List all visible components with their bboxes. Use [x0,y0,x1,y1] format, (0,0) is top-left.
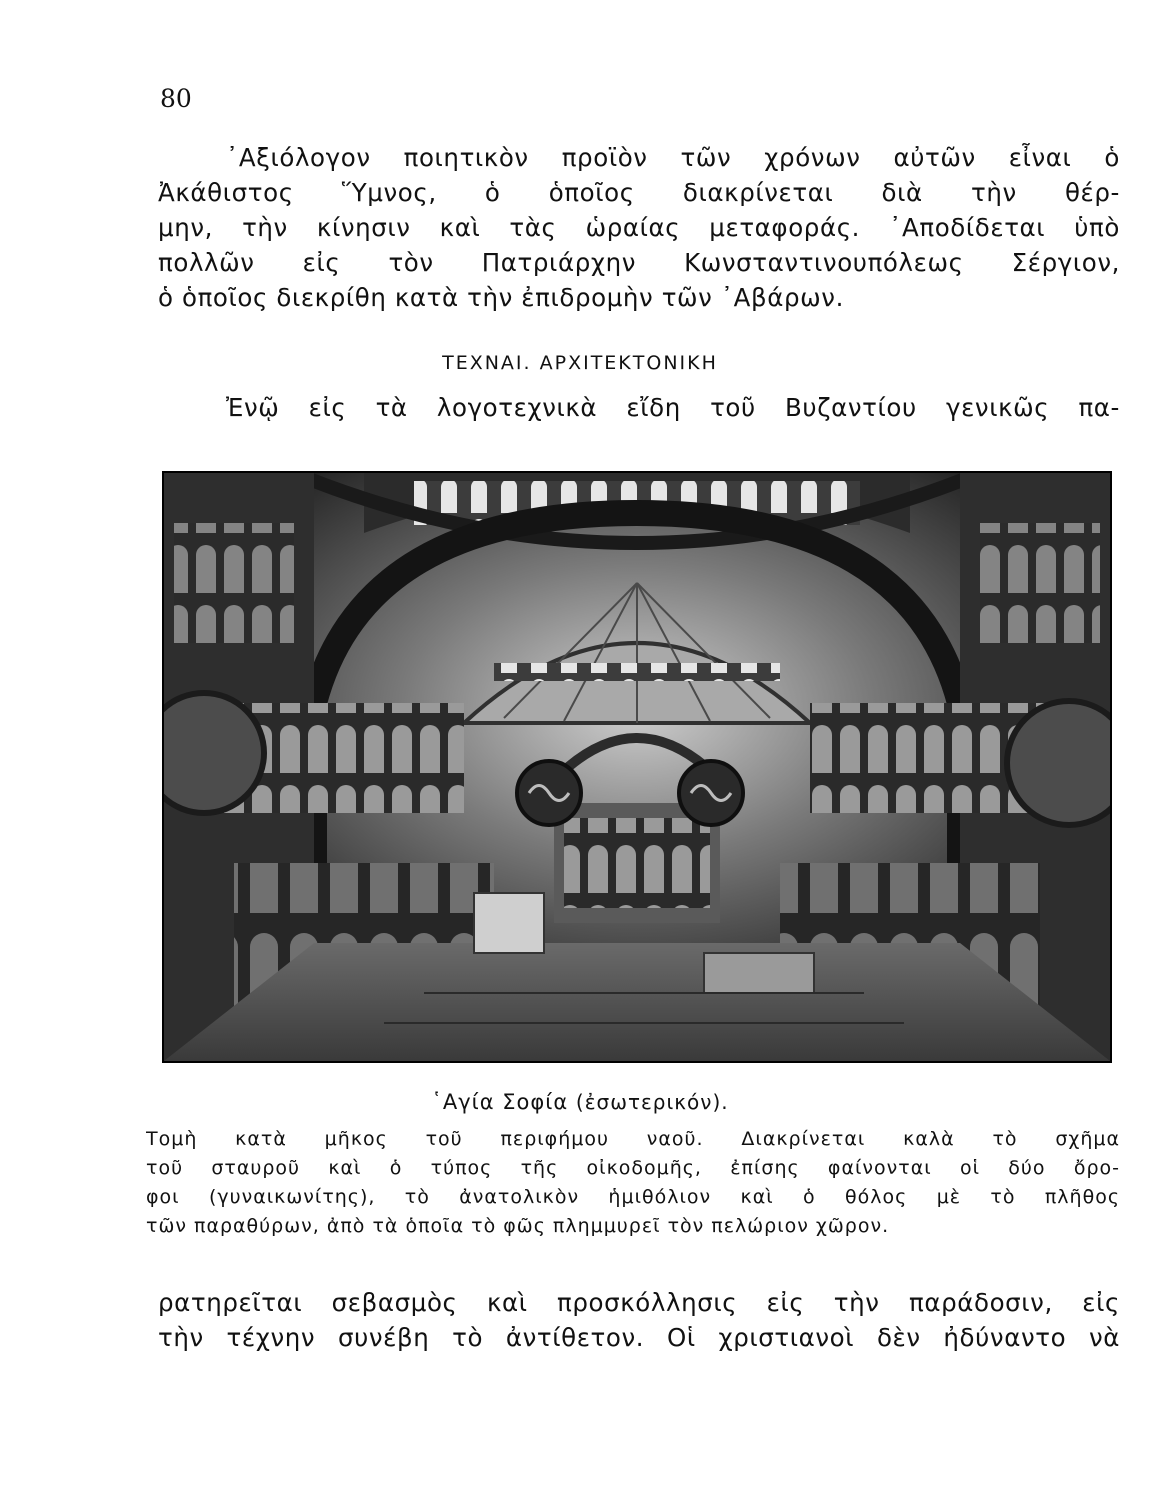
caption-line: Τομὴ κατὰ μῆκος τοῦ περιφήμου ναοῦ. Διακρίνεται καλὰ τὸ σχῆμα [146,1128,1120,1150]
page-number: 80 [160,84,192,113]
caption-line: τοῦ σταυροῦ καὶ ὁ τύπος τῆς οἰκοδομῆς, ἐπίσης φαίνονται οἱ δύο ὄρο- [146,1157,1120,1179]
caption-line: φοι (γυναικωνίτης), τὸ ἀνατολικὸν ἡμιθόλιον καὶ ὁ θόλος μὲ τὸ πλῆθος [146,1186,1120,1208]
caption-subtitle: (ἐσωτερικόν). [575,1090,729,1114]
intro-paragraph [158,140,1120,315]
text-line: Ἐνῷ εἰς τὰ λογοτεχνικὰ εἴδη τοῦ Βυζαντίου γενικῶς πα- [226,393,1120,422]
text-line: ᾿Αξιόλογον ποιητικὸν προϊὸν τῶν χρόνων αὐτῶν εἶναι ὁ [226,143,1120,172]
closing-paragraph [158,1285,1120,1355]
figure-caption [146,1125,1120,1241]
caption-line: τῶν παραθύρων, ἀπὸ τὰ ὁποῖα τὸ φῶς πλημμυρεῖ τὸν πελώριον χῶρον. [146,1215,890,1237]
figure-caption-title [0,1090,1160,1114]
text-line: μην, τὴν κίνησιν καὶ τὰς ὡραίας μεταφοράς. ᾿Αποδίδεται ὑπὸ [158,213,1120,242]
text-line: ρατηρεῖται σεβασμὸς καὶ προσκόλλησις εἰς τὴν παράδοσιν, εἰς [158,1288,1120,1317]
text-line: τὴν τέχνην συνέβη τὸ ἀντίθετον. Οἱ χριστιανοὶ δὲν ἠδύναντο νὰ [158,1323,1120,1352]
text-line: πολλῶν εἰς τὸν Πατριάρχην Κωνσταντινουπόλεως Σέργιον, [158,248,1120,277]
hagia-sophia-interior-photo [162,471,1112,1063]
caption-name: ῾Αγία Σοφία [431,1090,569,1114]
text-line: ὁ ὁποῖος διεκρίθη κατὰ τὴν ἐπιδρομὴν τῶν ᾿Αβάρων. [158,283,844,312]
section-paragraph [158,390,1120,425]
photo-illustration [164,473,1110,1061]
section-heading: ΤΕΧΝΑΙ. ΑΡΧΙΤΕΚΤΟΝΙΚΗ [442,352,718,374]
text-line: Ἀκάθιστος Ὕμνος, ὁ ὁποῖος διακρίνεται διὰ τὴν θέρ- [158,178,1120,207]
